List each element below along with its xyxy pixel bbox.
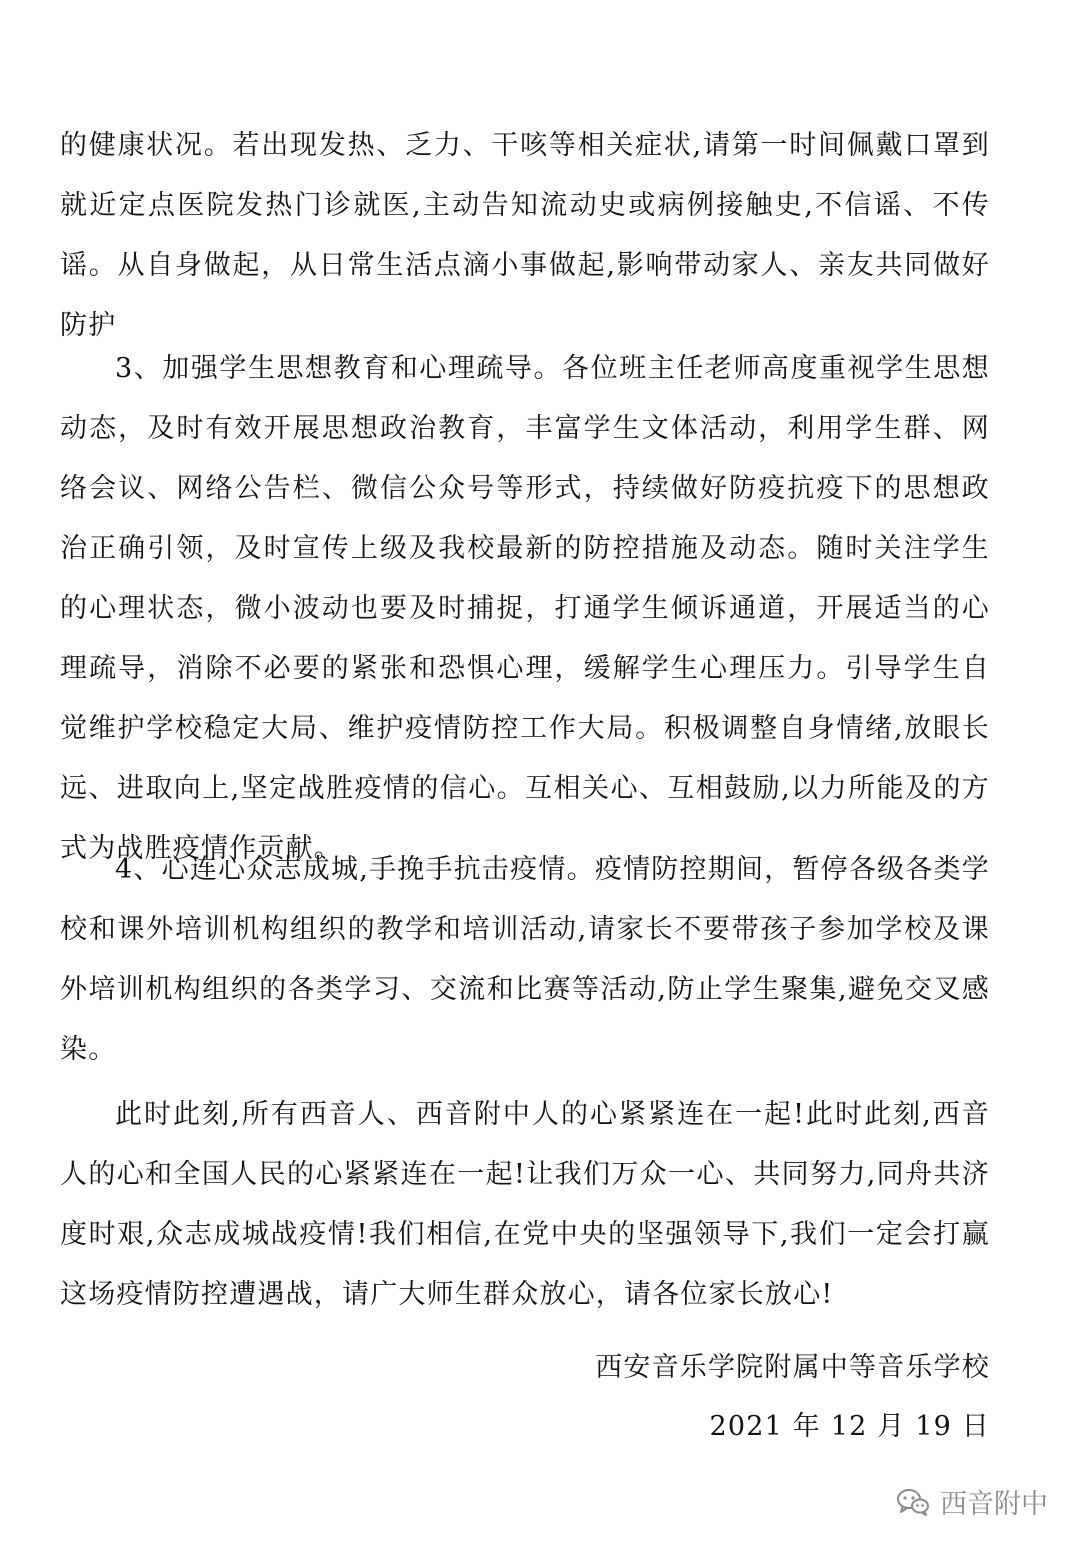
wechat-watermark (896, 1482, 1048, 1521)
paragraph-item-3: 3、加强学生思想教育和心理疏导。各位班主任老师高度重视学生思想动态，及时有效开展思想政治教育，丰富学生文体活动，利用学生群、网络会议、网络公告栏、微信公众号等形式，持续做好防疫抗疫下的思想政治正确引领，及时宣传上级及我校最新的防控措施及动态。随时关注学生的心理状态，微小波动也要及时捕捉，打通学生倾诉通道，开展适当的心理疏导，消除不必要的紧张和恐惧心理，缓解学生心理压力。引导学生自觉维护学校稳定大局、维护疫情防控工作大局。积极调整自身情绪,放眼长远、进取向上,坚定战胜疫情的信心。互相关心、互相鼓励,以力所能及的方式为战胜疫情作贡献。 (60, 353, 990, 864)
wechat-icon (896, 1487, 930, 1517)
paragraph-item-4: 4、心连心众志成城,手挽手抗击疫情。疫情防控期间，暂停各级各类学校和课外培训机构组织的教学和培训活动,请家长不要带孩子参加学校及课外培训机构组织的各类学习、交流和比赛等活动,防止学生聚集,避免交叉感染。 (60, 854, 990, 1065)
paragraph-closing: 此时此刻,所有西音人、西音附中人的心紧紧连在一起!此时此刻,西音人的心和全国人民的心紧紧连在一起!让我们万众一心、共同努力,同舟共济度时艰,众志成城战疫情!我们相信,在党中央的坚强领导下,我们一定会打赢这场疫情防控遭遇战，请广大师生群众放心，请各位家长放心! (60, 1099, 990, 1310)
paragraph-health-status: 的健康状况。若出现发热、乏力、干咳等相关症状,请第一时间佩戴口罩到就近定点医院发热门诊就医,主动告知流动史或病例接触史,不信谣、不传谣。从自身做起，从日常生活点滴小事做起,影响带动家人、亲友共同做好防护 (60, 130, 990, 341)
signature-organization: 西安音乐学院附属中等音乐学校 (595, 1352, 990, 1383)
watermark-text: 西音附中 (940, 1489, 1048, 1520)
signature-date: 2021 年 12 月 19 日 (709, 1411, 990, 1442)
